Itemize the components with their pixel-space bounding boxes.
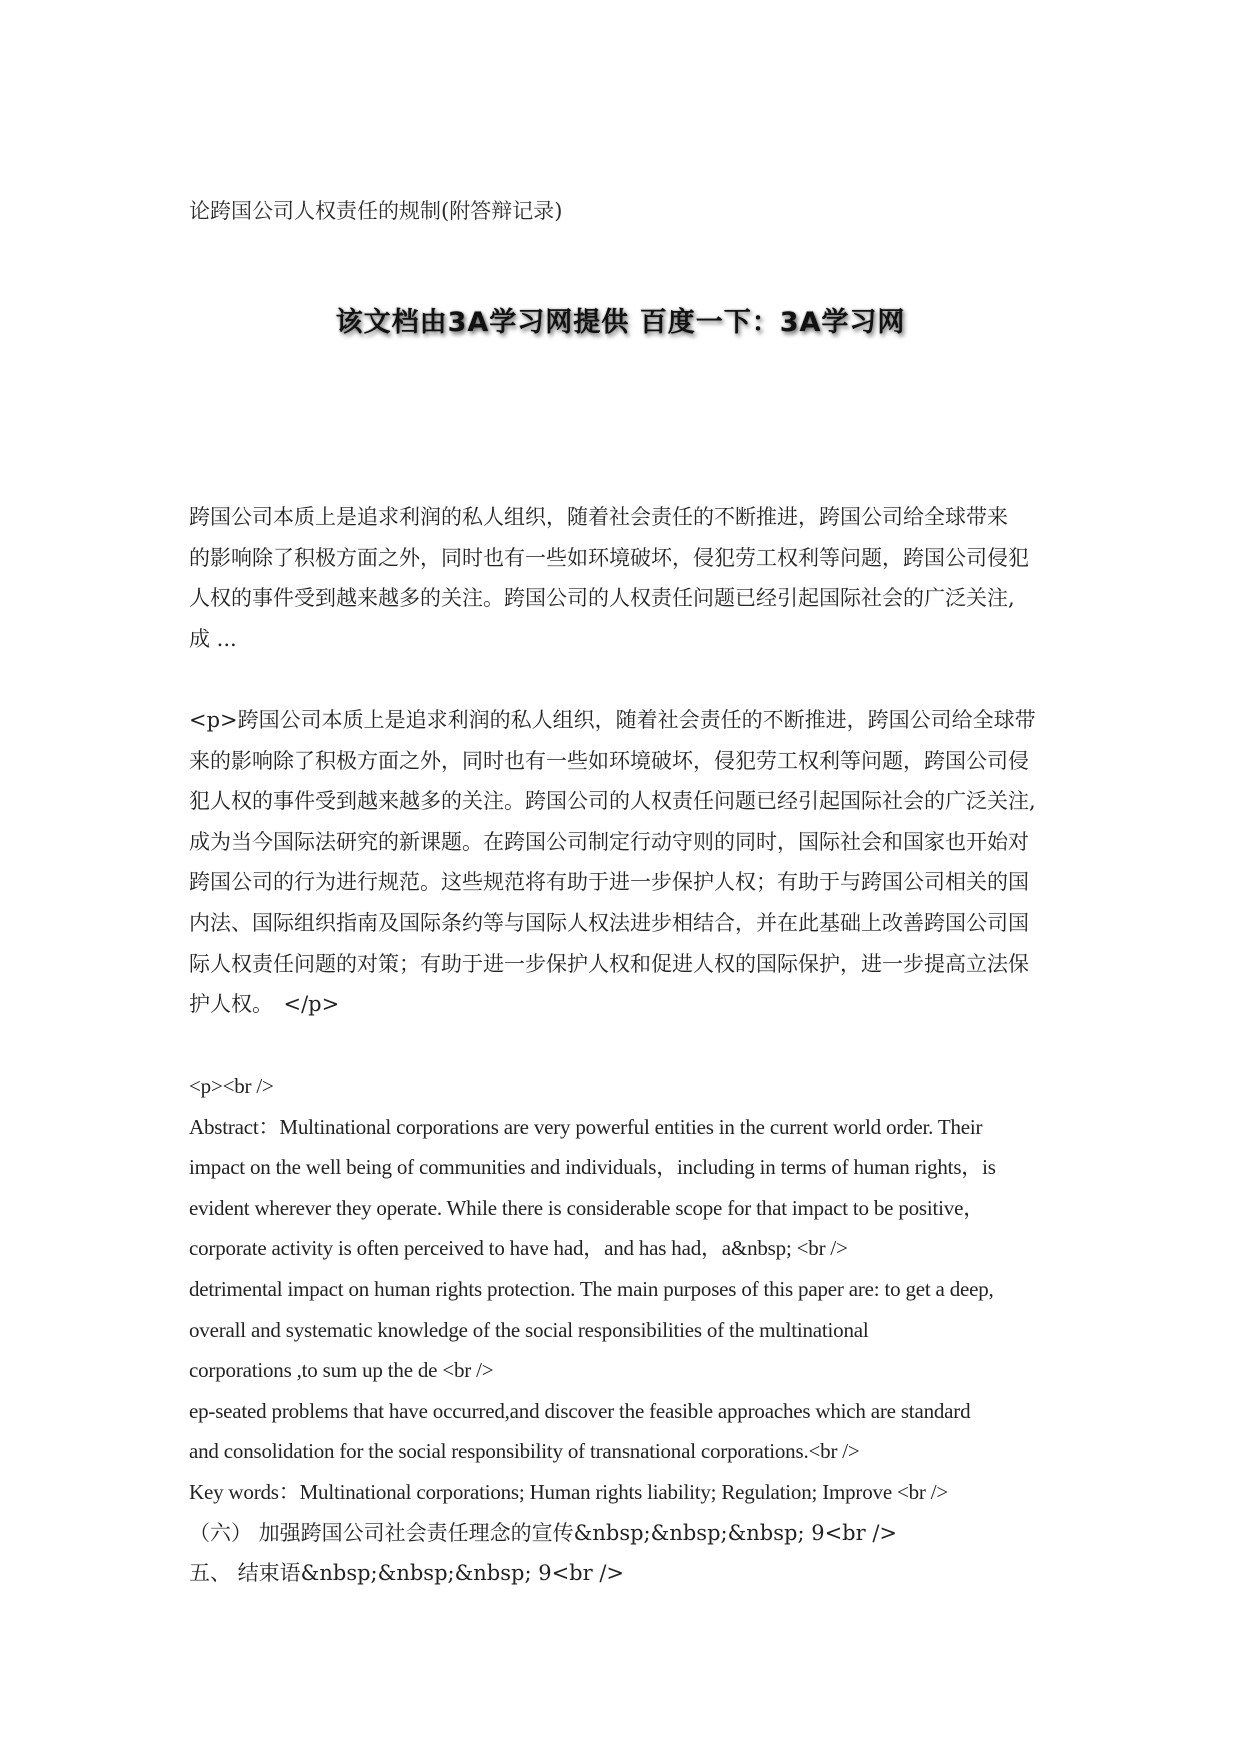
toc-line: （六） 加强跨国公司社会责任理念的宣传&nbsp;&nbsp;&nbsp; 9<br /> xyxy=(189,1520,897,1545)
body-line: <p>跨国公司本质上是追求利润的私人组织，随着社会责任的不断推进，跨国公司给全球带 xyxy=(189,708,1036,732)
body-line: 际人权责任问题的对策；有助于进一步保护人权和促进人权的国际保护，进一步提高立法保 xyxy=(189,951,1029,976)
body-line: 成为当今国际法研究的新课题。在跨国公司制定行动守则的同时，国际社会和国家也开始对 xyxy=(189,829,1029,854)
abstract-line: corporations ,to sum up the de <br /> xyxy=(189,1358,494,1383)
summary-line: 跨国公司本质上是追求利润的私人组织，随着社会责任的不断推进，跨国公司给全球带来 xyxy=(189,505,1008,529)
abstract-line: overall and systematic knowledge of the social responsibilities of the multinational xyxy=(189,1317,869,1342)
abstract-line: evident wherever they operate. While there is considerable scope for that impact to be positive， xyxy=(189,1195,985,1220)
abstract-line: ep-seated problems that have occurred,and discover the feasible approaches which are standard xyxy=(189,1398,971,1423)
abstract-line: impact on the well being of communities and individuals，including in terms of human rights，is xyxy=(189,1155,996,1180)
abstract-line: Abstract：Multinational corporations are very powerful entities in the current world order. Their xyxy=(189,1114,983,1139)
abstract-line: detrimental impact on human rights protection. The main purposes of this paper are: to get a deep, xyxy=(189,1276,994,1301)
body-line: 来的影响除了积极方面之外，同时也有一些如环境破坏，侵犯劳工权利等问题，跨国公司侵 xyxy=(189,748,1029,773)
toc-line: 五、 结束语&nbsp;&nbsp;&nbsp; 9<br /> xyxy=(189,1561,625,1586)
watermark-banner: 该文档由3A学习网提供 百度一下：3A学习网 xyxy=(335,307,906,338)
abstract-section xyxy=(189,1066,1069,1594)
body-line: 犯人权的事件受到越来越多的关注。跨国公司的人权责任问题已经引起国际社会的广泛关注, xyxy=(189,789,1036,814)
summary-line: 成 ... xyxy=(189,626,237,651)
body-line: 跨国公司的行为进行规范。这些规范将有助于进一步保护人权；有助于与跨国公司相关的国 xyxy=(189,870,1029,895)
keywords-line: Key words：Multinational corporations; Human rights liability; Regulation; Improve <br /> xyxy=(189,1479,949,1504)
summary-paragraph xyxy=(189,497,1069,659)
body-line: 护人权。 </p> xyxy=(189,992,340,1017)
summary-line: 人权的事件受到越来越多的关注。跨国公司的人权责任问题已经引起国际社会的广泛关注, xyxy=(189,586,1015,610)
abstract-line: <p><br /> xyxy=(189,1074,274,1098)
abstract-line: and consolidation for the social responsibility of transnational corporations.<br /> xyxy=(189,1439,860,1464)
document-title: 论跨国公司人权责任的规制(附答辩记录) xyxy=(189,199,563,223)
body-paragraph xyxy=(189,700,1069,1025)
abstract-line: corporate activity is often perceived to have had，and has had，a&nbsp; <br /> xyxy=(189,1236,848,1261)
summary-line: 的影响除了积极方面之外，同时也有一些如环境破坏，侵犯劳工权利等问题，跨国公司侵犯 xyxy=(189,545,1029,570)
body-line: 内法、国际组织指南及国际条约等与国际人权法进步相结合，并在此基础上改善跨国公司国 xyxy=(189,910,1029,935)
